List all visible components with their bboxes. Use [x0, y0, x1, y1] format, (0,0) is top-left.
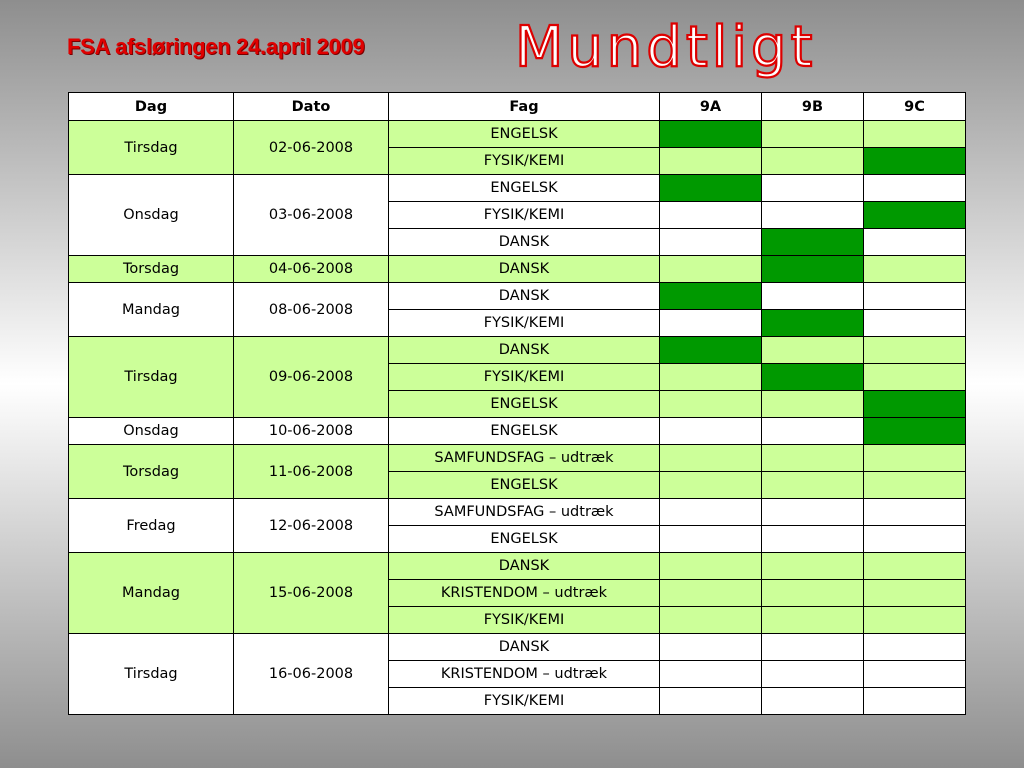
subject-cell: SAMFUNDSFAG – udtræk — [389, 499, 660, 526]
class-9b-cell — [762, 283, 864, 310]
class-9c-cell — [864, 175, 966, 202]
subject-cell: FYSIK/KEMI — [389, 607, 660, 634]
day-cell: Tirsdag — [69, 337, 234, 418]
class-9c-cell — [864, 499, 966, 526]
date-cell: 16-06-2008 — [234, 634, 389, 715]
subject-cell: FYSIK/KEMI — [389, 310, 660, 337]
subject-cell: DANSK — [389, 337, 660, 364]
date-cell: 03-06-2008 — [234, 175, 389, 256]
class-9c-cell — [864, 526, 966, 553]
day-cell: Torsdag — [69, 256, 234, 283]
class-9a-cell — [660, 337, 762, 364]
table-row — [69, 337, 966, 364]
class-9a-cell — [660, 688, 762, 715]
class-9b-cell — [762, 229, 864, 256]
class-9c-cell — [864, 391, 966, 418]
class-9b-cell — [762, 310, 864, 337]
subject-cell: SAMFUNDSFAG – udtræk — [389, 445, 660, 472]
class-9c-cell — [864, 256, 966, 283]
date-cell: 02-06-2008 — [234, 121, 389, 175]
class-9b-cell — [762, 121, 864, 148]
class-9a-cell — [660, 445, 762, 472]
class-9c-cell — [864, 553, 966, 580]
day-cell: Tirsdag — [69, 634, 234, 715]
class-9a-cell — [660, 580, 762, 607]
schedule-body — [69, 121, 966, 715]
header-9b: 9B — [762, 93, 864, 121]
class-9c-cell — [864, 310, 966, 337]
class-9a-cell — [660, 229, 762, 256]
day-cell: Onsdag — [69, 175, 234, 256]
header-9a: 9A — [660, 93, 762, 121]
wordart-text: Mundtligt — [515, 15, 817, 80]
class-9b-cell — [762, 337, 864, 364]
page-title: FSA afsløringen 24.april 2009 — [67, 34, 365, 59]
class-9a-cell — [660, 391, 762, 418]
subject-cell: FYSIK/KEMI — [389, 202, 660, 229]
subject-cell: ENGELSK — [389, 121, 660, 148]
header-9c: 9C — [864, 93, 966, 121]
class-9a-cell — [660, 607, 762, 634]
subject-cell: DANSK — [389, 229, 660, 256]
class-9a-cell — [660, 634, 762, 661]
class-9a-cell — [660, 121, 762, 148]
day-cell: Mandag — [69, 553, 234, 634]
table-row — [69, 418, 966, 445]
class-9c-cell — [864, 418, 966, 445]
day-cell: Tirsdag — [69, 121, 234, 175]
exam-schedule-table — [68, 92, 966, 715]
date-cell: 04-06-2008 — [234, 256, 389, 283]
table-row — [69, 175, 966, 202]
subject-cell: DANSK — [389, 634, 660, 661]
subject-cell: KRISTENDOM – udtræk — [389, 580, 660, 607]
class-9a-cell — [660, 283, 762, 310]
header-fag: Fag — [389, 93, 660, 121]
class-9c-cell — [864, 337, 966, 364]
subject-cell: FYSIK/KEMI — [389, 688, 660, 715]
date-cell: 11-06-2008 — [234, 445, 389, 499]
date-cell: 10-06-2008 — [234, 418, 389, 445]
class-9c-cell — [864, 364, 966, 391]
class-9a-cell — [660, 175, 762, 202]
class-9c-cell — [864, 148, 966, 175]
day-cell: Mandag — [69, 283, 234, 337]
date-cell: 15-06-2008 — [234, 553, 389, 634]
class-9c-cell — [864, 634, 966, 661]
class-9c-cell — [864, 283, 966, 310]
class-9b-cell — [762, 634, 864, 661]
class-9b-cell — [762, 175, 864, 202]
subject-cell: FYSIK/KEMI — [389, 364, 660, 391]
class-9b-cell — [762, 553, 864, 580]
class-9a-cell — [660, 148, 762, 175]
class-9a-cell — [660, 661, 762, 688]
class-9b-cell — [762, 526, 864, 553]
day-cell: Fredag — [69, 499, 234, 553]
class-9a-cell — [660, 553, 762, 580]
class-9b-cell — [762, 148, 864, 175]
class-9c-cell — [864, 472, 966, 499]
class-9a-cell — [660, 499, 762, 526]
class-9a-cell — [660, 202, 762, 229]
header-dato: Dato — [234, 93, 389, 121]
table-row — [69, 283, 966, 310]
class-9c-cell — [864, 445, 966, 472]
subject-cell: KRISTENDOM – udtræk — [389, 661, 660, 688]
header-dag: Dag — [69, 93, 234, 121]
date-cell: 09-06-2008 — [234, 337, 389, 418]
subject-cell: DANSK — [389, 553, 660, 580]
subject-cell: DANSK — [389, 283, 660, 310]
table-row — [69, 553, 966, 580]
class-9a-cell — [660, 364, 762, 391]
date-cell: 12-06-2008 — [234, 499, 389, 553]
class-9b-cell — [762, 445, 864, 472]
class-9a-cell — [660, 418, 762, 445]
class-9b-cell — [762, 499, 864, 526]
class-9c-cell — [864, 202, 966, 229]
class-9c-cell — [864, 607, 966, 634]
class-9c-cell — [864, 121, 966, 148]
subject-cell: FYSIK/KEMI — [389, 148, 660, 175]
day-cell: Torsdag — [69, 445, 234, 499]
subject-cell: DANSK — [389, 256, 660, 283]
table-row — [69, 634, 966, 661]
class-9b-cell — [762, 202, 864, 229]
table-row — [69, 256, 966, 283]
class-9a-cell — [660, 472, 762, 499]
class-9c-cell — [864, 688, 966, 715]
class-9b-cell — [762, 688, 864, 715]
class-9a-cell — [660, 310, 762, 337]
class-9b-cell — [762, 580, 864, 607]
table-header-row — [69, 93, 966, 121]
table-row — [69, 121, 966, 148]
class-9b-cell — [762, 661, 864, 688]
subject-cell: ENGELSK — [389, 472, 660, 499]
class-9c-cell — [864, 661, 966, 688]
table-row — [69, 445, 966, 472]
class-9b-cell — [762, 364, 864, 391]
table-row — [69, 499, 966, 526]
wordart-heading — [505, 6, 965, 80]
subject-cell: ENGELSK — [389, 526, 660, 553]
class-9b-cell — [762, 391, 864, 418]
subject-cell: ENGELSK — [389, 391, 660, 418]
subject-cell: ENGELSK — [389, 175, 660, 202]
class-9a-cell — [660, 256, 762, 283]
class-9b-cell — [762, 607, 864, 634]
class-9b-cell — [762, 418, 864, 445]
class-9c-cell — [864, 580, 966, 607]
class-9b-cell — [762, 472, 864, 499]
subject-cell: ENGELSK — [389, 418, 660, 445]
class-9b-cell — [762, 256, 864, 283]
class-9a-cell — [660, 526, 762, 553]
day-cell: Onsdag — [69, 418, 234, 445]
class-9c-cell — [864, 229, 966, 256]
date-cell: 08-06-2008 — [234, 283, 389, 337]
